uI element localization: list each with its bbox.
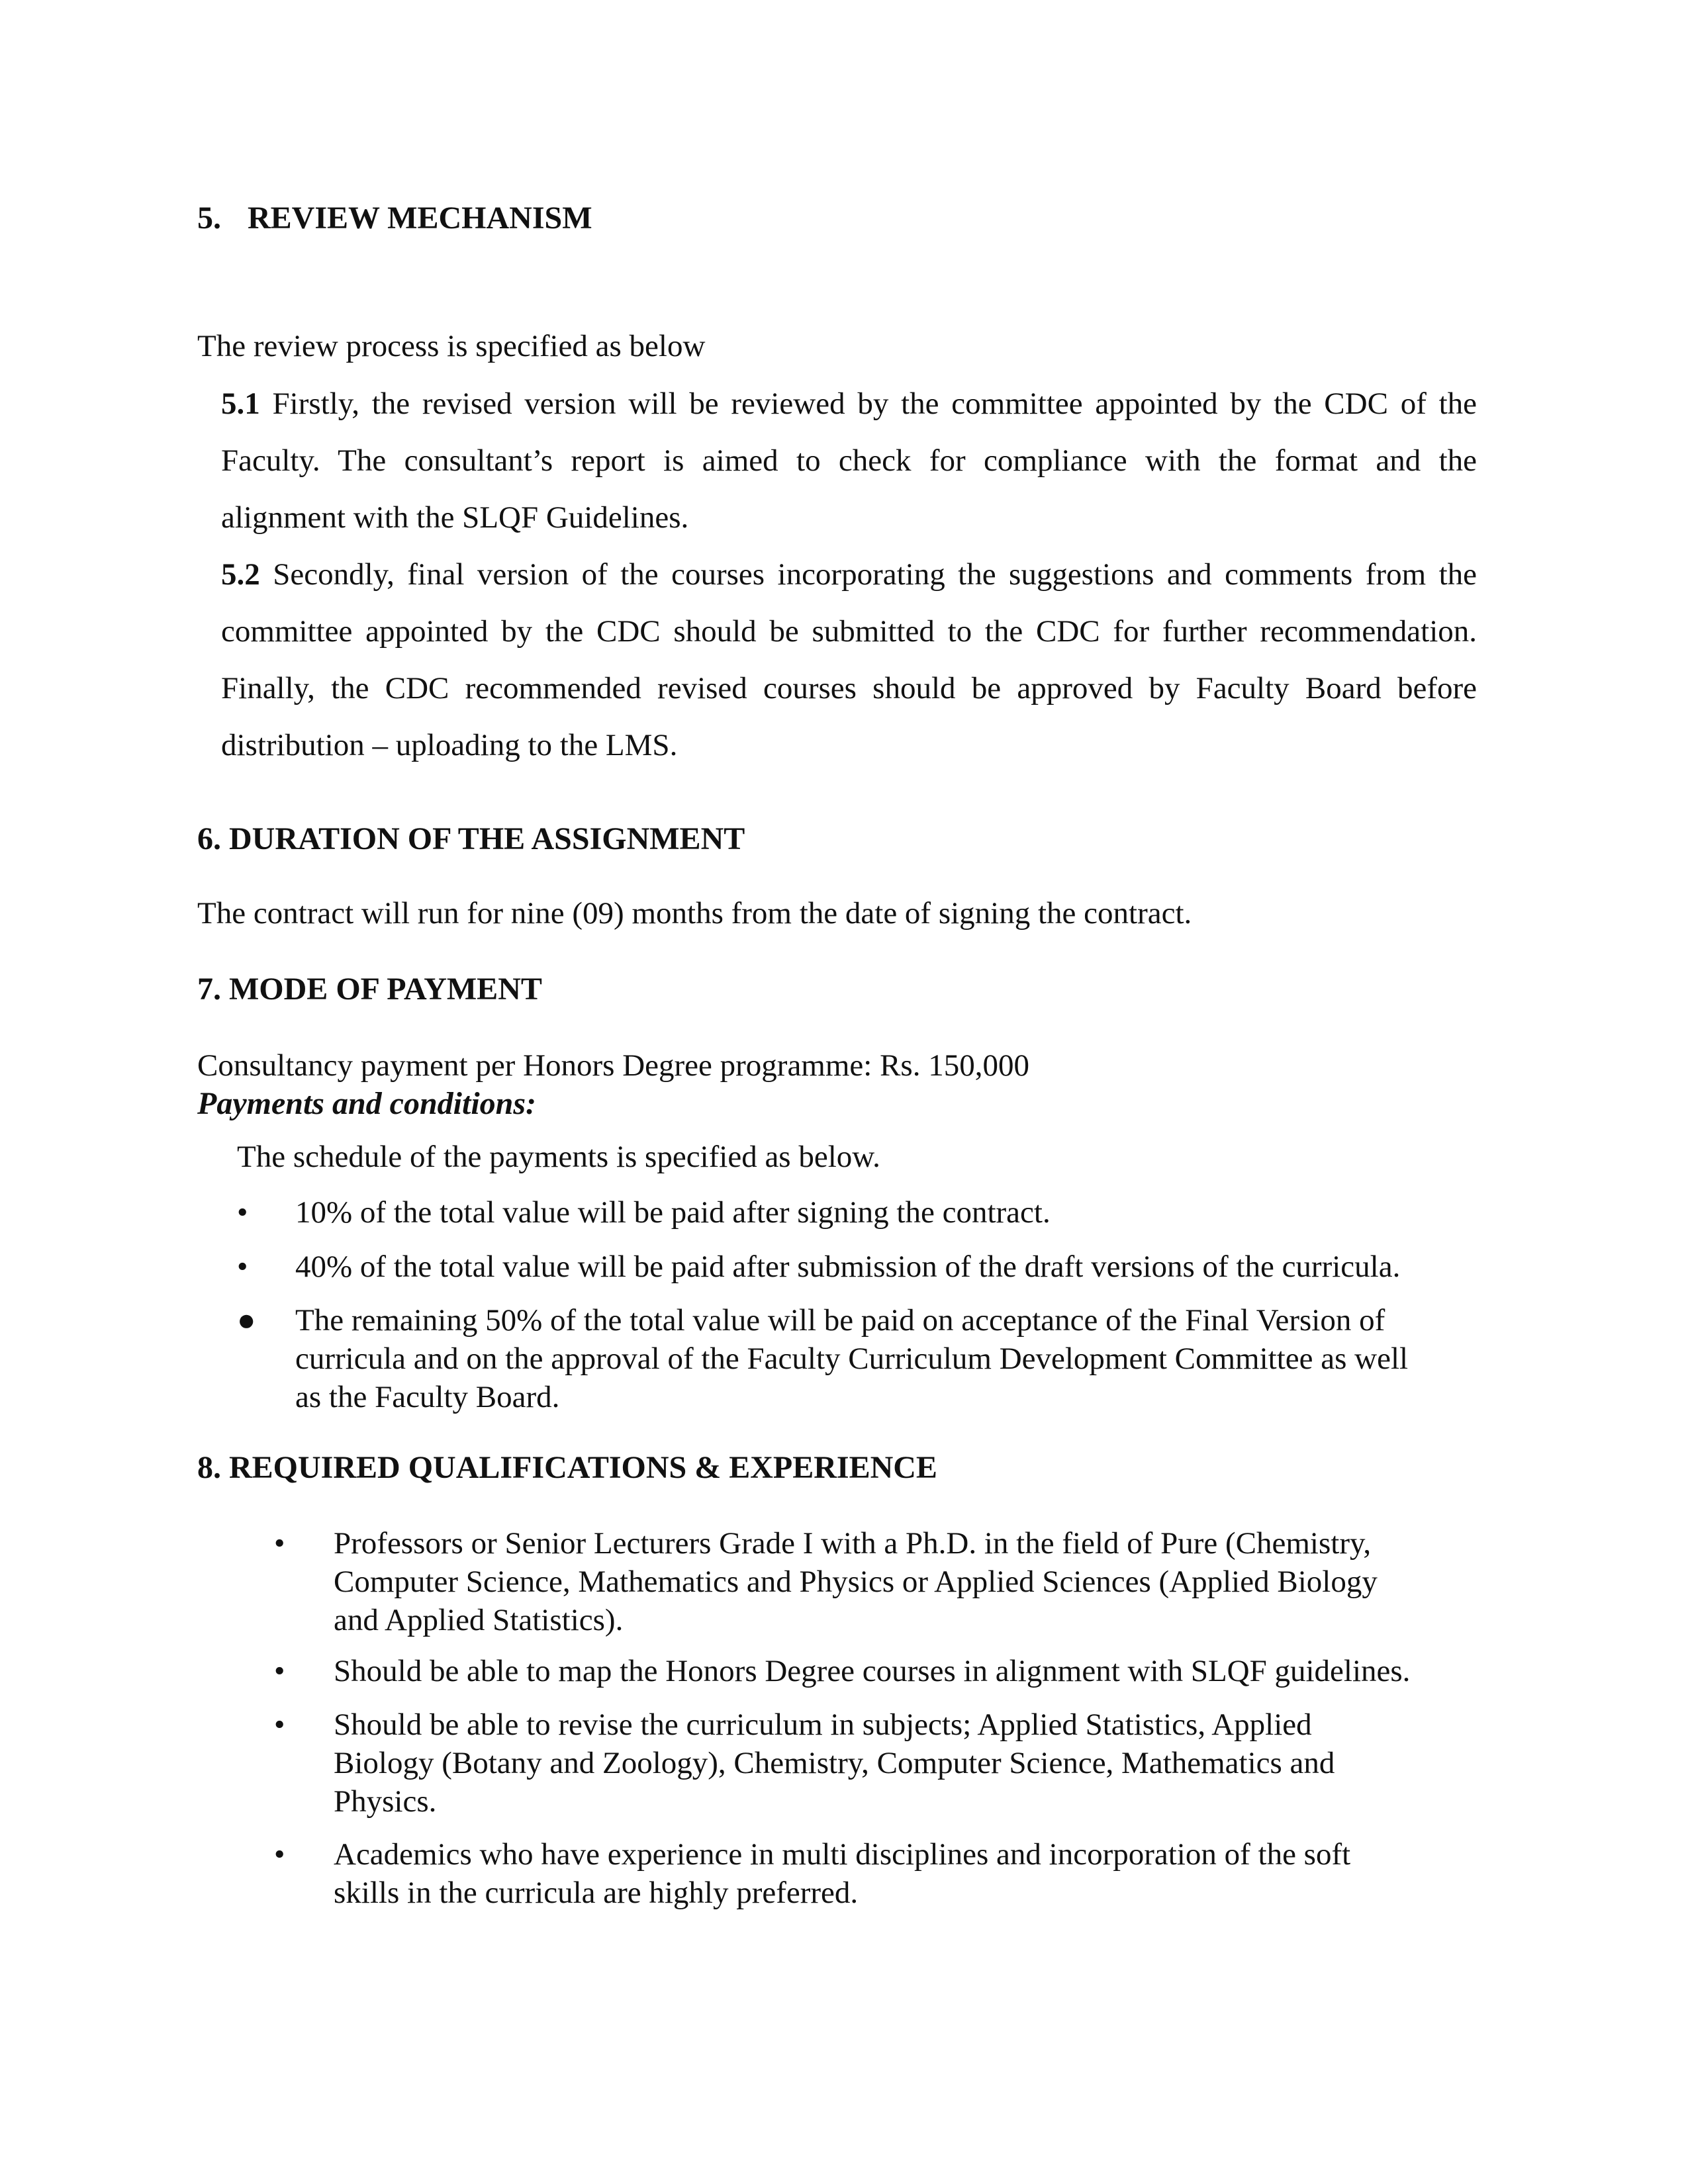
item-5-2-line-4: distribution – uploading to the LMS.	[221, 728, 678, 762]
section-7-heading: 7. MODE OF PAYMENT	[197, 972, 542, 1007]
duration-text: The contract will run for nine (09) months from the date of signing the contract.	[197, 896, 1192, 931]
bullet-icon: •	[237, 1195, 248, 1230]
bullet-icon: •	[274, 1837, 285, 1872]
payment-bullet-3-line-2: curricula and on the approval of the Faculty Curriculum Development Committee as well	[295, 1342, 1409, 1376]
payment-schedule-intro: The schedule of the payments is specified as below.	[237, 1140, 880, 1174]
item-5-2-line-2: committee appointed by the CDC should be submitted to the CDC for further recommendation.	[221, 614, 1477, 649]
payment-bullet-1-text: 10% of the total value will be paid after signing the contract.	[295, 1195, 1051, 1230]
bullet-icon: •	[274, 1707, 285, 1742]
item-5-2-number: 5.2	[221, 557, 260, 592]
item-5-1-line-3: alignment with the SLQF Guidelines.	[221, 500, 689, 535]
item-5-1-line-1: Firstly, the revised version will be reviewed by the committee appointed by the CDC of the	[272, 387, 1477, 421]
qualification-3-line-2: Biology (Botany and Zoology), Chemistry, Computer Science, Mathematics and	[334, 1746, 1335, 1780]
section-6-heading: 6. DURATION OF THE ASSIGNMENT	[197, 821, 745, 856]
bullet-icon: •	[237, 1250, 248, 1284]
review-item-5-1	[221, 375, 1477, 546]
section-5-title: REVIEW MECHANISM	[248, 201, 592, 236]
section-5-number: 5.	[197, 201, 221, 236]
qualification-2-line-1: Should be able to map the Honors Degree courses in alignment with SLQF guidelines.	[334, 1654, 1411, 1688]
qualification-3-line-3: Physics.	[334, 1784, 437, 1819]
qualification-1-line-2: Computer Science, Mathematics and Physics or Applied Sciences (Applied Biology	[334, 1565, 1378, 1599]
review-intro: The review process is specified as below	[197, 329, 706, 363]
consultancy-payment-line: Consultancy payment per Honors Degree programme: Rs. 150,000	[197, 1048, 1029, 1083]
qualification-1-line-3: and Applied Statistics).	[334, 1603, 624, 1637]
qualification-4-line-1: Academics who have experience in multi disciplines and incorporation of the soft	[334, 1837, 1351, 1872]
payment-bullet-3-line-1: The remaining 50% of the total value will be paid on acceptance of the Final Version of	[295, 1303, 1385, 1338]
qualification-4-line-2: skills in the curricula are highly preferred.	[334, 1876, 859, 1910]
bullet-icon: ●	[237, 1303, 256, 1338]
section-8-heading: 8. REQUIRED QUALIFICATIONS & EXPERIENCE	[197, 1450, 937, 1485]
review-item-5-2	[221, 546, 1477, 774]
item-5-1-number: 5.1	[221, 387, 260, 421]
bullet-icon: •	[274, 1654, 285, 1688]
payment-bullet-3-line-3: as the Faculty Board.	[295, 1380, 560, 1414]
item-5-1-line-2: Faculty. The consultant’s report is aimed to check for compliance with the format and the	[221, 443, 1477, 478]
qualification-3-line-1: Should be able to revise the curriculum in subjects; Applied Statistics, Applied	[334, 1707, 1312, 1742]
bullet-icon: •	[274, 1526, 285, 1561]
item-5-2-line-1: Secondly, final version of the courses incorporating the suggestions and comments from the	[273, 557, 1477, 592]
item-5-2-line-3: Finally, the CDC recommended revised courses should be approved by Faculty Board before	[221, 671, 1477, 705]
payments-conditions-heading: Payments and conditions:	[197, 1086, 537, 1121]
payment-bullet-2-text: 40% of the total value will be paid after submission of the draft versions of the curricula.	[295, 1250, 1401, 1284]
section-5-heading	[197, 200, 592, 237]
qualification-1-line-1: Professors or Senior Lecturers Grade I with a Ph.D. in the field of Pure (Chemistry,	[334, 1526, 1372, 1561]
